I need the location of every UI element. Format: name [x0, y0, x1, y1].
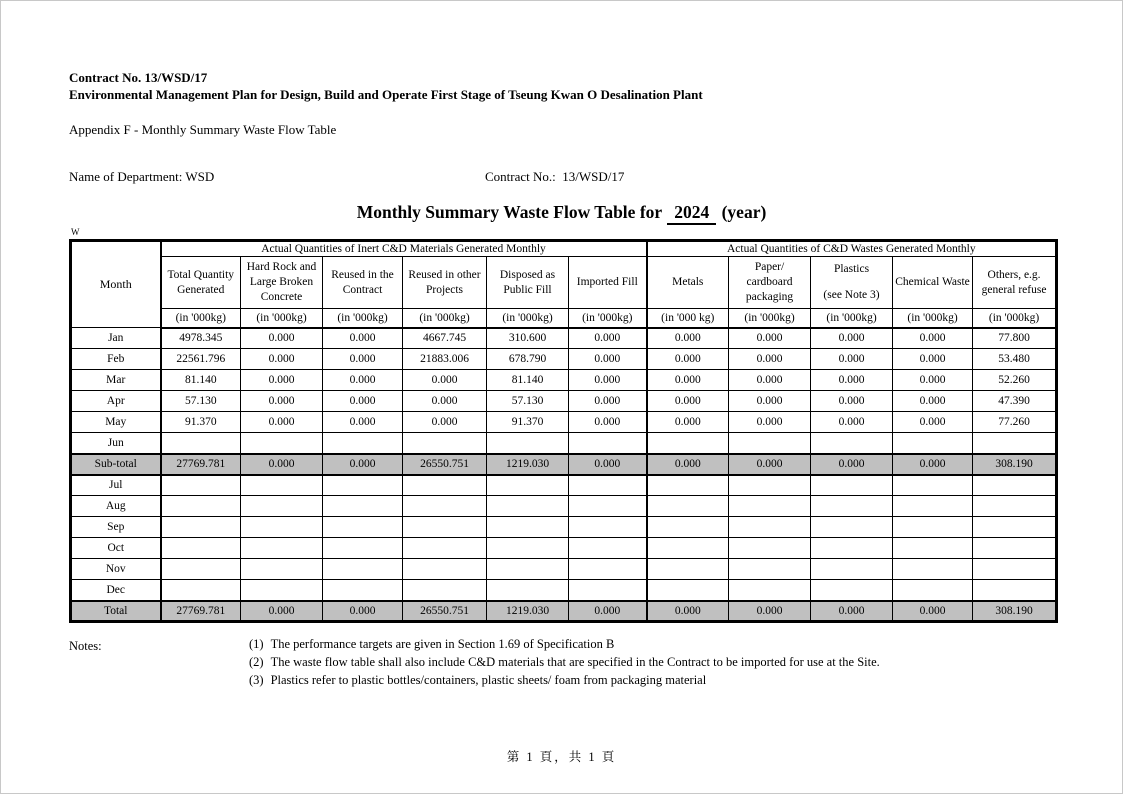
- data-cell: [893, 580, 973, 601]
- contract-label: Contract No.: 13/WSD/17: [485, 169, 625, 184]
- unit-row: [71, 309, 1057, 328]
- data-cell: [161, 538, 241, 559]
- table-row: [71, 433, 1057, 454]
- data-cell: [161, 475, 241, 496]
- column-header-label: Reused in other Projects: [408, 268, 481, 296]
- data-cell: [973, 517, 1057, 538]
- unit-cell: (in '000kg): [241, 309, 323, 328]
- note-text: The waste flow table shall also include C&D materials that are specified in the Contract to be imported for use at the Site.: [270, 655, 880, 669]
- data-cell: [893, 433, 973, 454]
- data-cell: 0.000: [811, 370, 893, 391]
- data-cell: [323, 496, 403, 517]
- note-text: The performance targets are given in Section 1.69 of Specification B: [270, 637, 615, 651]
- table-row: [71, 517, 1057, 538]
- column-header: [893, 257, 973, 309]
- data-cell: [647, 517, 729, 538]
- data-cell: 0.000: [241, 349, 323, 370]
- data-cell: [161, 496, 241, 517]
- data-cell: 0.000: [323, 601, 403, 622]
- data-cell: [973, 538, 1057, 559]
- data-cell: [893, 496, 973, 517]
- column-header-label: Metals: [672, 276, 704, 289]
- month-cell: Oct: [71, 538, 161, 559]
- title-suffix: (year): [721, 202, 767, 222]
- unit-cell: (in '000kg): [403, 309, 487, 328]
- data-cell: [569, 496, 647, 517]
- data-cell: 57.130: [487, 391, 569, 412]
- data-cell: 0.000: [323, 454, 403, 475]
- data-cell: [973, 559, 1057, 580]
- data-cell: [811, 475, 893, 496]
- data-cell: [241, 580, 323, 601]
- column-header-label: Plastics: [833, 263, 870, 276]
- table-row: [71, 559, 1057, 580]
- data-cell: 26550.751: [403, 601, 487, 622]
- note-number: (1): [249, 637, 264, 651]
- month-cell: Dec: [71, 580, 161, 601]
- data-cell: 0.000: [323, 349, 403, 370]
- data-cell: 0.000: [647, 349, 729, 370]
- month-cell: May: [71, 412, 161, 433]
- column-header: [811, 257, 893, 309]
- notes-section: [69, 638, 1069, 692]
- table-row: [71, 370, 1057, 391]
- data-cell: [487, 433, 569, 454]
- data-cell: [241, 517, 323, 538]
- data-cell: [487, 475, 569, 496]
- data-cell: 27769.781: [161, 454, 241, 475]
- data-cell: [973, 580, 1057, 601]
- data-cell: 0.000: [729, 391, 811, 412]
- column-header-label: Hard Rock and Large Broken Concrete: [246, 261, 317, 303]
- data-cell: [729, 475, 811, 496]
- unit-cell: (in '000kg): [973, 309, 1057, 328]
- month-cell: Apr: [71, 391, 161, 412]
- project-title-line: Environmental Management Plan for Design, Build and Operate First Stage of Tseung Kwan O Desalination Plant: [69, 87, 703, 102]
- data-cell: [323, 475, 403, 496]
- title-year: 2024: [667, 202, 716, 225]
- data-cell: 1219.030: [487, 601, 569, 622]
- data-cell: 77.260: [973, 412, 1057, 433]
- table-row: [71, 391, 1057, 412]
- data-cell: [569, 559, 647, 580]
- table-row: [71, 454, 1057, 475]
- column-header-label: Paper/ cardboard packaging: [745, 261, 794, 303]
- data-cell: [161, 559, 241, 580]
- data-cell: [811, 580, 893, 601]
- data-cell: [811, 433, 893, 454]
- table-row: [71, 580, 1057, 601]
- data-cell: [403, 517, 487, 538]
- data-cell: 4667.745: [403, 328, 487, 349]
- data-cell: [403, 496, 487, 517]
- month-cell: Aug: [71, 496, 161, 517]
- data-cell: [811, 496, 893, 517]
- data-cell: 0.000: [893, 601, 973, 622]
- data-cell: 26550.751: [403, 454, 487, 475]
- data-cell: 77.800: [973, 328, 1057, 349]
- data-cell: 1219.030: [487, 454, 569, 475]
- data-cell: 0.000: [729, 601, 811, 622]
- data-cell: [161, 433, 241, 454]
- data-cell: [729, 517, 811, 538]
- unit-cell: (in '000kg): [161, 309, 241, 328]
- data-cell: 0.000: [647, 370, 729, 391]
- data-cell: [973, 433, 1057, 454]
- table-row: [71, 601, 1057, 622]
- data-cell: [323, 433, 403, 454]
- data-cell: 91.370: [487, 412, 569, 433]
- column-header: [647, 257, 729, 309]
- data-cell: 0.000: [647, 454, 729, 475]
- data-cell: [241, 433, 323, 454]
- data-cell: 0.000: [241, 391, 323, 412]
- column-header: [323, 257, 403, 309]
- data-cell: 53.480: [973, 349, 1057, 370]
- data-cell: 0.000: [323, 370, 403, 391]
- data-cell: [403, 538, 487, 559]
- data-cell: 4978.345: [161, 328, 241, 349]
- table-row: [71, 412, 1057, 433]
- data-cell: 0.000: [647, 391, 729, 412]
- month-cell: Jan: [71, 328, 161, 349]
- data-cell: 27769.781: [161, 601, 241, 622]
- data-cell: [647, 580, 729, 601]
- month-cell: Nov: [71, 559, 161, 580]
- data-cell: 308.190: [973, 601, 1057, 622]
- column-header: [487, 257, 569, 309]
- group-header-row: [71, 241, 1057, 257]
- data-cell: 0.000: [569, 349, 647, 370]
- data-cell: [647, 475, 729, 496]
- data-cell: 0.000: [729, 412, 811, 433]
- appendix-title: Appendix F - Monthly Summary Waste Flow Table: [69, 122, 337, 137]
- data-cell: [647, 559, 729, 580]
- data-cell: [487, 559, 569, 580]
- data-cell: [487, 538, 569, 559]
- month-cell: Feb: [71, 349, 161, 370]
- data-cell: 0.000: [729, 370, 811, 391]
- column-header-label: Others, e.g. general refuse: [981, 268, 1047, 296]
- data-cell: 0.000: [893, 370, 973, 391]
- data-cell: [403, 475, 487, 496]
- data-cell: [893, 475, 973, 496]
- data-cell: [569, 433, 647, 454]
- waste-flow-table: [69, 239, 1058, 623]
- unit-cell: (in '000kg): [569, 309, 647, 328]
- table-row: [71, 328, 1057, 349]
- data-cell: 0.000: [811, 412, 893, 433]
- data-cell: 0.000: [241, 370, 323, 391]
- data-cell: [487, 496, 569, 517]
- note-item: [249, 656, 1069, 670]
- data-cell: 0.000: [647, 412, 729, 433]
- table-body: [71, 241, 1057, 622]
- note-number: (3): [249, 673, 264, 687]
- data-cell: 0.000: [811, 349, 893, 370]
- data-cell: [811, 517, 893, 538]
- data-cell: [487, 580, 569, 601]
- data-cell: [403, 433, 487, 454]
- month-cell: Mar: [71, 370, 161, 391]
- data-cell: [729, 496, 811, 517]
- column-header-label: Chemical Waste: [895, 276, 970, 289]
- data-cell: 0.000: [403, 412, 487, 433]
- data-cell: [161, 580, 241, 601]
- column-header: [729, 257, 811, 309]
- notes-label: Notes:: [69, 639, 102, 653]
- stray-mark: W: [71, 227, 80, 237]
- data-cell: [893, 517, 973, 538]
- notes-list: [249, 638, 1069, 688]
- data-cell: 47.390: [973, 391, 1057, 412]
- data-cell: 57.130: [161, 391, 241, 412]
- data-cell: [241, 538, 323, 559]
- month-cell: Total: [71, 601, 161, 622]
- month-cell: Jul: [71, 475, 161, 496]
- data-cell: [323, 559, 403, 580]
- month-header-cell: Month: [71, 241, 161, 328]
- data-cell: [161, 517, 241, 538]
- data-cell: 0.000: [241, 601, 323, 622]
- group1-header: Actual Quantities of Inert C&D Materials Generated Monthly: [161, 241, 647, 257]
- data-cell: 0.000: [811, 601, 893, 622]
- month-cell: Jun: [71, 433, 161, 454]
- data-cell: 81.140: [487, 370, 569, 391]
- data-cell: 310.600: [487, 328, 569, 349]
- data-cell: [811, 538, 893, 559]
- data-cell: [569, 517, 647, 538]
- data-cell: [729, 538, 811, 559]
- table-row: [71, 538, 1057, 559]
- column-header-label: Total Quantity Generated: [167, 268, 235, 296]
- data-cell: 0.000: [569, 391, 647, 412]
- data-cell: 0.000: [569, 601, 647, 622]
- data-cell: 678.790: [487, 349, 569, 370]
- data-cell: [569, 538, 647, 559]
- data-cell: 0.000: [729, 454, 811, 475]
- note-text: Plastics refer to plastic bottles/containers, plastic sheets/ foam from packaging material: [270, 673, 707, 687]
- data-cell: [893, 538, 973, 559]
- column-header-label: Disposed as Public Fill: [499, 268, 556, 296]
- column-header-row: [71, 257, 1057, 309]
- column-header: [241, 257, 323, 309]
- data-cell: [487, 517, 569, 538]
- data-cell: 91.370: [161, 412, 241, 433]
- data-cell: 0.000: [893, 328, 973, 349]
- note-number: (2): [249, 655, 264, 669]
- table-row: [71, 496, 1057, 517]
- data-cell: 0.000: [811, 454, 893, 475]
- data-cell: 0.000: [569, 454, 647, 475]
- unit-cell: (in '000kg): [729, 309, 811, 328]
- data-cell: 0.000: [323, 391, 403, 412]
- page-number-footer: 第 1 頁，共 1 頁: [506, 750, 617, 764]
- column-header: [161, 257, 241, 309]
- note-item: [249, 638, 1069, 652]
- column-header: [569, 257, 647, 309]
- data-cell: 308.190: [973, 454, 1057, 475]
- data-cell: 0.000: [893, 349, 973, 370]
- data-cell: [323, 538, 403, 559]
- column-header-label: Imported Fill: [576, 276, 638, 289]
- month-cell: Sep: [71, 517, 161, 538]
- data-cell: 0.000: [647, 601, 729, 622]
- data-cell: 22561.796: [161, 349, 241, 370]
- column-header: [973, 257, 1057, 309]
- data-cell: [403, 559, 487, 580]
- data-cell: [647, 538, 729, 559]
- note-item: [249, 674, 1069, 688]
- page-title: [1, 202, 1122, 225]
- data-cell: [647, 433, 729, 454]
- unit-cell: (in '000kg): [487, 309, 569, 328]
- data-cell: 0.000: [241, 454, 323, 475]
- data-cell: 21883.006: [403, 349, 487, 370]
- meta-row: [69, 169, 1055, 185]
- data-cell: [569, 475, 647, 496]
- contract-number-line: Contract No. 13/WSD/17: [69, 70, 208, 85]
- data-cell: [729, 580, 811, 601]
- table-row: [71, 475, 1057, 496]
- unit-cell: (in '000 kg): [647, 309, 729, 328]
- data-cell: 0.000: [403, 391, 487, 412]
- data-cell: [973, 496, 1057, 517]
- column-header-subnote: (see Note 3): [823, 289, 880, 301]
- column-header-label: Reused in the Contract: [331, 268, 394, 296]
- title-prefix: Monthly Summary Waste Flow Table for: [356, 202, 662, 222]
- data-cell: [729, 433, 811, 454]
- unit-cell: (in '000kg): [811, 309, 893, 328]
- data-cell: 52.260: [973, 370, 1057, 391]
- data-cell: [403, 580, 487, 601]
- data-cell: [241, 496, 323, 517]
- data-cell: [647, 496, 729, 517]
- data-cell: 0.000: [569, 412, 647, 433]
- data-cell: 0.000: [647, 328, 729, 349]
- month-cell: Sub-total: [71, 454, 161, 475]
- data-cell: 0.000: [569, 370, 647, 391]
- data-cell: 0.000: [893, 454, 973, 475]
- document-header: [69, 69, 1069, 103]
- data-cell: [241, 475, 323, 496]
- data-cell: [323, 580, 403, 601]
- data-cell: 0.000: [323, 412, 403, 433]
- data-cell: 0.000: [569, 328, 647, 349]
- column-header: [403, 257, 487, 309]
- data-cell: 0.000: [729, 349, 811, 370]
- data-cell: 0.000: [729, 328, 811, 349]
- table-row: [71, 349, 1057, 370]
- unit-cell: (in '000kg): [323, 309, 403, 328]
- data-cell: 0.000: [241, 412, 323, 433]
- data-cell: [811, 559, 893, 580]
- data-cell: [569, 580, 647, 601]
- data-cell: [893, 559, 973, 580]
- department-label: Name of Department: WSD: [69, 169, 215, 184]
- group2-header: Actual Quantities of C&D Wastes Generated Monthly: [647, 241, 1057, 257]
- data-cell: 0.000: [893, 391, 973, 412]
- data-cell: [729, 559, 811, 580]
- unit-cell: (in '000kg): [893, 309, 973, 328]
- data-cell: 81.140: [161, 370, 241, 391]
- data-cell: 0.000: [811, 391, 893, 412]
- data-cell: [241, 559, 323, 580]
- data-cell: 0.000: [403, 370, 487, 391]
- data-cell: [973, 475, 1057, 496]
- data-cell: 0.000: [893, 412, 973, 433]
- data-cell: [323, 517, 403, 538]
- data-cell: 0.000: [241, 328, 323, 349]
- data-cell: 0.000: [811, 328, 893, 349]
- data-cell: 0.000: [323, 328, 403, 349]
